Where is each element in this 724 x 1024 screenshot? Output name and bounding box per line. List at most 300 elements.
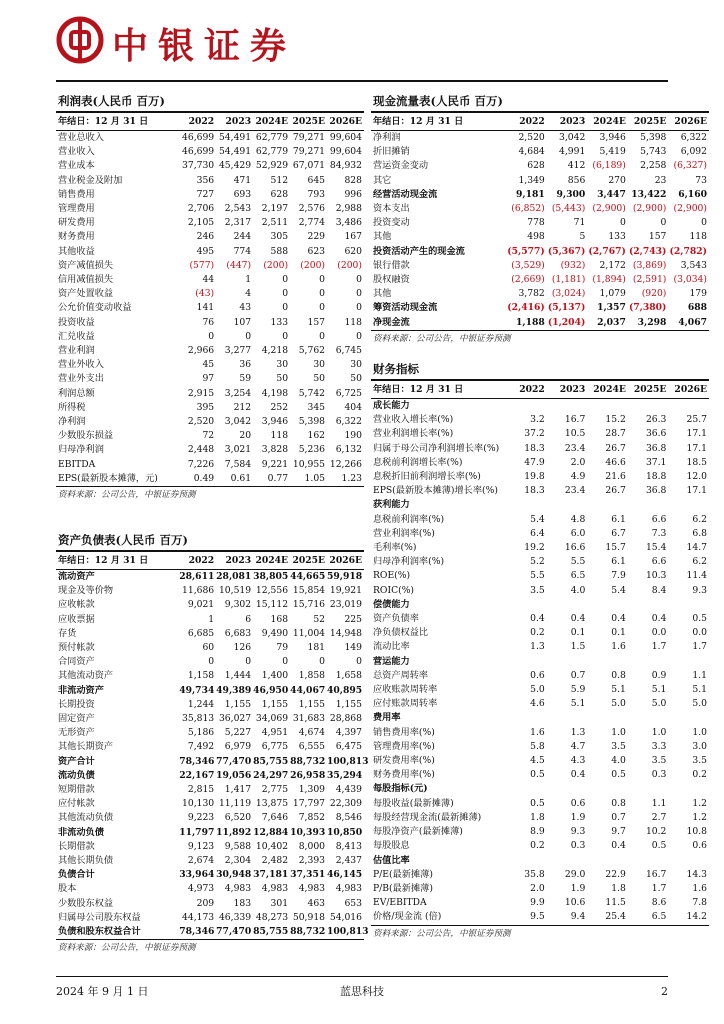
row-value: 47.9: [524, 456, 545, 468]
row-value: 36.6: [645, 428, 667, 440]
row-value: 190: [344, 430, 362, 442]
row-value: 6,520: [224, 812, 252, 824]
table-row: [371, 811, 709, 825]
row-value: 85,755: [253, 925, 290, 940]
row-value: 1.23: [327, 472, 364, 487]
table-row: [371, 882, 709, 896]
table-row: [56, 131, 364, 146]
row-value: [547, 598, 588, 612]
row-value: 412: [567, 160, 586, 172]
row-value: 3,946: [261, 416, 289, 428]
table-row: [371, 782, 709, 796]
table-row: [56, 684, 364, 698]
row-label: 每股经营现金流(最新摊薄): [373, 811, 482, 823]
row-value: 6,685: [187, 627, 215, 639]
row-value: 78,346: [179, 925, 216, 940]
row-value: 60: [202, 642, 215, 654]
row-value: 6,725: [335, 387, 362, 399]
row-value: 6.2: [692, 513, 707, 525]
row-value: 9,302: [224, 599, 252, 611]
row-value: (3,529): [511, 259, 545, 271]
table-row: [56, 401, 364, 415]
row-label: 投资收益: [58, 316, 95, 328]
row-value: 23.4: [564, 485, 586, 497]
row-value: 2.0: [570, 456, 586, 468]
row-value: 79,271: [292, 146, 326, 158]
row-value: 6.0: [570, 527, 586, 539]
table-row: [56, 415, 364, 429]
row-value: [587, 782, 628, 796]
row-value: 395: [196, 401, 215, 413]
row-label: 信用减值损失: [58, 274, 114, 286]
row-value: (3,034): [673, 274, 707, 286]
row-label: ROE(%): [373, 570, 411, 582]
table-row: [56, 443, 364, 457]
row-value: 0: [356, 302, 362, 314]
row-value: 9,223: [187, 812, 215, 824]
row-value: 3,447: [597, 188, 626, 200]
row-value: 17.1: [686, 428, 707, 440]
row-value: 0.0: [651, 627, 667, 639]
income-source-note: 资料来源：公司公告，中银证券预测: [58, 490, 196, 501]
row-value: 0.1: [570, 627, 586, 639]
row-value: 2,576: [298, 203, 326, 215]
row-value: (577): [189, 259, 215, 271]
column-header-year: 2022: [179, 113, 216, 131]
row-value: 4,218: [261, 345, 289, 357]
row-value: 0: [701, 217, 707, 229]
brand-name: 中银证券: [112, 25, 297, 67]
row-value: 4,983: [298, 883, 326, 895]
row-value: 19.8: [524, 471, 545, 483]
row-value: 0: [319, 302, 326, 314]
row-label: 费用率: [373, 712, 401, 724]
row-value: 10,850: [327, 826, 363, 838]
row-value: [547, 498, 588, 512]
row-value: 46,699: [182, 146, 215, 158]
row-value: 727: [196, 188, 215, 200]
table-row: [56, 429, 364, 443]
row-value: [587, 711, 628, 725]
row-value: 11,892: [216, 826, 252, 838]
row-value: 22.9: [605, 868, 626, 880]
row-label: 息税折旧前利润增长率(%): [373, 471, 481, 483]
row-value: 7,646: [261, 812, 289, 824]
row-value: (2,782): [669, 245, 707, 257]
row-value: 0: [282, 274, 289, 286]
row-value: 5,236: [298, 444, 326, 456]
row-value: 18.8: [645, 471, 667, 483]
row-label: P/E(最新摊薄): [373, 868, 433, 880]
row-value: 59: [239, 373, 252, 385]
row-value: 0.6: [570, 797, 586, 809]
row-value: 645: [307, 174, 326, 186]
row-value: 1.0: [692, 726, 707, 738]
table-row: [371, 456, 709, 470]
row-value: 4,439: [335, 784, 362, 796]
row-value: 1,188: [506, 316, 547, 331]
row-label: 资产负债率: [373, 613, 419, 625]
row-value: 0.2: [692, 769, 707, 781]
ratios-source-note: 资料来源：公司公告，中银证券预测: [373, 928, 511, 939]
row-value: 2,258: [640, 160, 667, 172]
row-value: 0: [356, 330, 362, 342]
table-row: [371, 768, 709, 782]
table-row: [371, 427, 709, 441]
row-value: 6,322: [335, 416, 362, 428]
row-value: 5,742: [298, 387, 326, 399]
row-value: (932): [560, 259, 586, 271]
row-value: (2,900): [673, 203, 707, 215]
row-value: 225: [344, 613, 362, 625]
row-value: 43: [239, 302, 252, 314]
table-row: [56, 230, 364, 244]
row-value: 6,475: [335, 741, 362, 753]
row-value: [668, 854, 709, 868]
row-value: 1.9: [570, 882, 586, 894]
row-value: 0.0: [692, 627, 707, 639]
row-value: 1.3: [570, 726, 586, 738]
row-value: 14.3: [686, 868, 707, 880]
row-value: 40,895: [327, 684, 363, 696]
table-row: [56, 897, 364, 911]
row-value: 15.7: [605, 542, 626, 554]
row-value: 628: [527, 160, 545, 172]
row-label: 营业利润: [58, 345, 95, 357]
row-value: [506, 854, 547, 868]
row-value: 10.8: [686, 826, 707, 838]
row-value: [668, 655, 709, 669]
row-value: 244: [233, 231, 252, 243]
row-value: 6,683: [224, 627, 252, 639]
row-value: 8,546: [335, 812, 362, 824]
row-value: 0: [620, 217, 626, 229]
row-value: 9.3: [570, 826, 586, 838]
row-value: 0.8: [611, 669, 626, 681]
row-label: 流动比率: [373, 641, 410, 653]
row-value: 5,743: [640, 146, 667, 158]
row-value: 3,543: [680, 259, 707, 271]
row-value: 0.3: [651, 769, 667, 781]
table-row: [371, 910, 709, 925]
row-value: 10,955: [292, 458, 326, 470]
row-value: (5,577): [507, 245, 545, 257]
row-label: 负债合计: [58, 869, 95, 881]
row-value: 4.5: [530, 755, 545, 767]
row-value: 46.6: [605, 456, 626, 468]
row-value: 11.5: [605, 897, 626, 909]
row-value: 26.3: [645, 414, 667, 426]
ratios-title: 财务指标: [371, 359, 709, 381]
table-row: [56, 145, 364, 159]
row-value: 1.1: [651, 797, 667, 809]
row-value: 2.7: [651, 811, 667, 823]
row-value: 3,486: [335, 217, 362, 229]
row-value: 2,520: [518, 132, 545, 143]
row-value: 46,145: [327, 869, 363, 881]
table-row: [56, 245, 364, 259]
row-value: 778: [527, 217, 545, 229]
row-value: 1.8: [530, 811, 545, 823]
table-row: [371, 640, 709, 654]
column-header-year: 2024E: [253, 113, 290, 131]
row-value: 5,398: [298, 416, 326, 428]
row-value: 3,828: [261, 444, 289, 456]
table-row: [56, 797, 364, 811]
table-row: [371, 541, 709, 555]
table-row: [371, 413, 709, 427]
row-value: 8.9: [530, 826, 545, 838]
row-value: 49,389: [216, 684, 252, 696]
row-value: 18.3: [524, 442, 545, 454]
row-value: 30: [313, 359, 326, 371]
row-label: 经营活动现金流: [373, 188, 438, 200]
row-label: 营业收入: [58, 146, 95, 158]
row-value: 11,797: [179, 826, 215, 838]
row-label: 每股净资产(最新摊薄): [373, 826, 463, 838]
table-row: [56, 273, 364, 287]
row-value: 10,393: [290, 826, 326, 838]
row-value: 9.5: [506, 910, 547, 925]
row-value: [506, 711, 547, 725]
row-label: 息税前利润增长率(%): [373, 456, 463, 468]
row-value: 5.1: [692, 684, 707, 696]
row-label: 合同资产: [58, 656, 95, 668]
column-header-label: 年结日：12 月 31 日: [371, 381, 506, 399]
row-value: (1,204): [547, 316, 588, 331]
cashflow-source-note: 资料来源：公司公告，中银证券预测: [373, 333, 511, 344]
row-label: 无形资产: [58, 727, 95, 739]
row-value: 28,081: [216, 571, 252, 582]
row-value: 6,745: [335, 345, 362, 357]
row-value: 1.3: [530, 641, 545, 653]
row-value: (5,137): [547, 302, 586, 314]
row-value: 209: [196, 897, 215, 909]
row-label: 净利润: [373, 132, 401, 143]
row-label: 财务费用率(%): [373, 769, 435, 781]
row-value: 12,556: [255, 585, 289, 597]
row-value: 0: [208, 330, 215, 342]
row-value: 24,297: [253, 769, 289, 781]
row-value: 7.3: [651, 527, 667, 539]
row-value: 4,067: [668, 316, 709, 331]
row-value: 5.5: [570, 556, 586, 568]
row-label: 投资变动: [373, 217, 410, 229]
row-value: 14,948: [329, 627, 362, 639]
table-row: [56, 712, 364, 726]
row-label: 每股指标(元): [373, 783, 428, 795]
row-value: 0: [356, 288, 362, 300]
row-value: 2,448: [187, 444, 215, 456]
row-value: 0: [245, 656, 252, 668]
row-value: 30,948: [216, 869, 252, 881]
row-value: 2,520: [187, 416, 215, 428]
row-label: 非流动资产: [58, 684, 104, 696]
table-row: [56, 202, 364, 216]
row-label: 应收账款周转率: [373, 684, 438, 696]
row-label: 营业成本: [58, 160, 95, 172]
row-value: 168: [270, 613, 289, 625]
row-value: [506, 399, 547, 414]
row-value: [628, 498, 669, 512]
row-label: 其他长期负债: [58, 855, 114, 867]
row-value: 1,349: [518, 174, 545, 186]
row-value: 2,543: [224, 203, 252, 215]
row-value: 33,964: [179, 869, 215, 881]
row-value: 3.2: [530, 414, 545, 426]
table-row: [56, 598, 364, 612]
column-header-year: 2026E: [327, 113, 364, 131]
column-header-year: 2026E: [668, 381, 709, 399]
row-value: 2,037: [587, 316, 628, 331]
row-value: 34,069: [255, 713, 289, 725]
row-value: 19,056: [216, 769, 252, 781]
table-row: [371, 442, 709, 456]
row-label: 净负债权益比: [373, 627, 429, 639]
row-value: 345: [307, 401, 326, 413]
row-value: 5.8: [530, 740, 545, 752]
row-value: 23: [654, 174, 667, 186]
row-value: 4,951: [261, 727, 289, 739]
table-row: [371, 131, 709, 146]
table-row: [371, 711, 709, 725]
row-value: 15.4: [645, 542, 667, 554]
row-value: 2.0: [530, 882, 545, 894]
table-row: [56, 840, 364, 854]
row-value: 107: [233, 316, 252, 328]
row-label: 汇兑收益: [58, 330, 95, 342]
row-value: 1,417: [224, 784, 252, 796]
row-value: 1,400: [261, 670, 289, 682]
row-value: 2,774: [298, 217, 326, 229]
row-value: 356: [196, 174, 215, 186]
row-value: 653: [344, 897, 362, 909]
row-value: 11.4: [686, 570, 707, 582]
row-value: 0: [282, 288, 289, 300]
row-value: 0: [282, 330, 289, 342]
row-value: 2,317: [224, 217, 252, 229]
row-value: 1.1: [692, 669, 707, 681]
table-row: [56, 811, 364, 825]
row-value: 10,402: [255, 840, 289, 852]
row-value: 5: [579, 231, 586, 243]
row-value: 0.61: [216, 472, 253, 487]
row-value: 6.6: [651, 556, 667, 568]
row-value: 0: [282, 302, 289, 314]
row-value: 45,429: [218, 160, 252, 172]
row-value: 1,658: [335, 670, 362, 682]
table-row: [56, 259, 364, 273]
row-label: 应付账款周转率: [373, 698, 438, 710]
table-header-row: [56, 113, 364, 131]
table-row: [56, 372, 364, 386]
row-value: [668, 711, 709, 725]
row-value: 1.5: [570, 641, 586, 653]
row-value: 404: [344, 401, 362, 413]
row-value: 16.6: [564, 542, 586, 554]
row-value: 67,071: [292, 160, 326, 172]
table-header-row: [371, 381, 709, 399]
row-value: 1.6: [611, 641, 626, 653]
row-value: 23,019: [329, 599, 362, 611]
row-value: 1.9: [570, 811, 586, 823]
table-row: [56, 287, 364, 301]
row-value: 0.5: [611, 769, 626, 781]
row-value: 78,346: [179, 755, 215, 767]
row-value: 0.1: [611, 627, 626, 639]
row-value: 1,357: [597, 302, 626, 314]
row-value: 1,079: [599, 288, 626, 300]
row-value: 6,322: [680, 132, 707, 143]
row-value: 2,437: [335, 855, 362, 867]
cashflow-title: 现金流量表(人民币 百万): [371, 91, 709, 113]
row-value: 0: [319, 288, 326, 300]
row-value: 471: [233, 174, 252, 186]
row-value: (7,380): [628, 302, 667, 314]
row-value: (200): [300, 259, 326, 271]
row-value: 54,016: [329, 911, 362, 923]
row-label: 长期借款: [58, 840, 95, 852]
row-value: 4.3: [570, 755, 586, 767]
row-label: 每股收益(最新摊薄): [373, 797, 454, 809]
row-value: 3,277: [224, 345, 252, 357]
row-value: 50: [276, 373, 289, 385]
row-value: 1,155: [335, 698, 362, 710]
row-label: 价格/现金流 (倍): [371, 910, 506, 925]
row-value: 0.77: [253, 472, 290, 487]
column-header-year: 2024E: [587, 381, 628, 399]
row-value: 0: [208, 656, 215, 668]
table-row: [371, 655, 709, 669]
cashflow-table: [371, 113, 709, 331]
row-value: 693: [233, 188, 252, 200]
row-value: 3,298: [628, 316, 669, 331]
row-label: 总资产周转率: [373, 669, 429, 681]
table-row: [371, 259, 709, 273]
row-value: 50: [350, 373, 362, 385]
row-label: 营业总收入: [58, 132, 104, 143]
row-value: 44: [202, 274, 215, 286]
row-value: [628, 399, 669, 414]
row-value: 46,339: [218, 911, 252, 923]
row-value: 1.2: [692, 811, 707, 823]
row-value: 6,775: [261, 741, 289, 753]
row-label: 资产减值损失: [58, 259, 114, 271]
row-label: 营业利润率(%): [373, 527, 435, 539]
row-value: 54,491: [218, 132, 252, 143]
row-value: 0.5: [530, 797, 545, 809]
row-label: 股本: [58, 883, 77, 895]
row-value: 628: [270, 188, 289, 200]
row-value: 5.0: [692, 698, 707, 710]
row-value: 0.4: [530, 613, 545, 625]
row-label: 筹资活动现金流: [373, 302, 438, 314]
row-value: 996: [344, 188, 362, 200]
row-value: 0.2: [530, 840, 545, 852]
row-label: 非流动负债: [58, 826, 104, 838]
row-label: 资产处置收益: [58, 288, 114, 300]
row-value: 71: [573, 217, 586, 229]
row-value: (6,327): [673, 160, 707, 172]
row-value: 2,304: [224, 855, 252, 867]
row-value: 99,604: [329, 132, 362, 143]
row-value: 0: [245, 330, 252, 342]
row-value: 17.1: [686, 485, 707, 497]
row-value: 0.5: [530, 769, 545, 781]
row-value: 26.7: [605, 485, 626, 497]
table-row: [371, 145, 709, 159]
table-row: [56, 769, 364, 783]
